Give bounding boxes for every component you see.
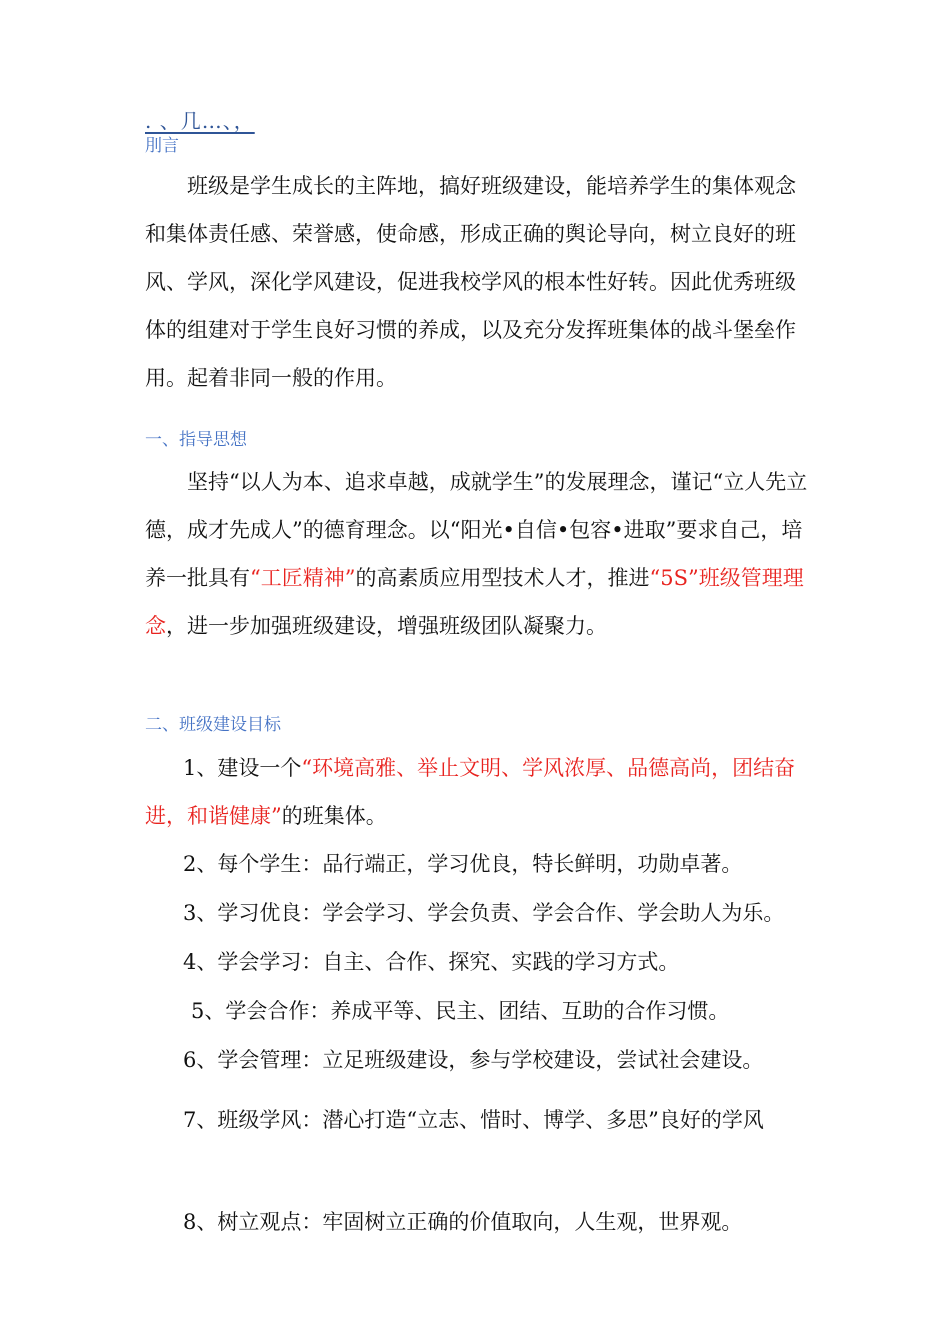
goal-item-5: 5、学会合作：养成平等、民主、团结、互助的合作习惯。 xyxy=(191,999,730,1023)
goal-item-3: 3、学习优良：学会学习、学会负责、学会合作、学会助人为乐。 xyxy=(183,901,785,925)
preface-paragraph: 班级是学生成长的主阵地，搞好班级建设，能培养学生的集体观念和集体责任感、荣誉感，使命感，形成正确的舆论导向，树立良好的班风、学风，深化学风建设，促进我校学风的根本性好转。因此优秀班级体的组建对于学生良好习惯的养成，以及充分发挥班集体的战斗堡垒作用。起着非同一般的作用。 xyxy=(145,174,796,390)
highlight-craftsman-spirit: “工匠精神” xyxy=(250,566,356,590)
goal-1-prefix: 1、建设一个 xyxy=(183,756,302,780)
guiding-text-a: 坚持“以人为本、追求卓越，成就学生”的发展理念，谨记“立人先立德，成才先成人”的德育理念。以“阳光•自信•包容•进取”要求自己，培养一批具有 xyxy=(145,470,808,590)
guiding-text-c: ，进一步加强班级建设，增强班级团队凝聚力。 xyxy=(166,614,607,638)
section-heading-guiding-ideology: 一、指导思想 xyxy=(145,430,247,450)
goal-item-8: 8、树立观点：牢固树立正确的价值取向，人生观，世界观。 xyxy=(183,1210,743,1234)
goal-item-1 xyxy=(145,744,813,840)
toc-fragment[interactable]: . 、几…、， xyxy=(145,109,255,133)
preface-heading: 刖言 xyxy=(145,136,179,156)
goal-item-2: 2、每个学生：品行端正，学习优良，特长鲜明，功勋卓著。 xyxy=(183,852,743,876)
section-heading-class-goals: 二、班级建设目标 xyxy=(145,715,281,735)
goal-1-suffix: 的班集体。 xyxy=(281,804,387,828)
highlight-5s-concept: “5S”班级管理理念 xyxy=(145,566,804,638)
goal-item-4: 4、学会学习：自主、合作、探究、实践的学习方式。 xyxy=(183,950,680,974)
goal-1-highlight: “环境高雅、举止文明、学风浓厚、品德高尚，团结奋进，和谐健康” xyxy=(145,756,796,828)
guiding-ideology-paragraph xyxy=(145,458,813,650)
goal-item-6: 6、学会管理：立足班级建设，参与学校建设，尝试社会建设。 xyxy=(183,1048,764,1072)
goal-item-7: 7、班级学风：潜心打造“立志、惜时、博学、多思”良好的学风 xyxy=(183,1108,764,1132)
guiding-text-b: 的高素质应用型技术人才，推进 xyxy=(355,566,650,590)
